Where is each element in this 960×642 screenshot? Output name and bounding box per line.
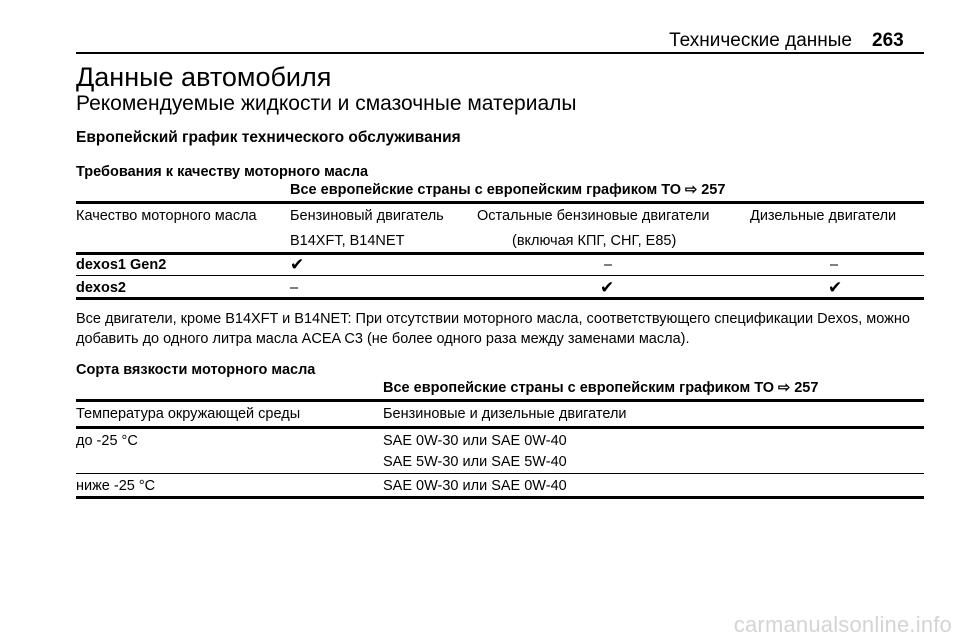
checkmark-icon: ✔ (828, 278, 843, 297)
dash-value: – (290, 280, 299, 296)
temperature-value: ниже -25 °C (76, 478, 156, 494)
column-header-other-petrol-engines: Остальные бензиновые двигатели (477, 208, 710, 224)
page-number: 263 (872, 30, 904, 51)
group-header-text: Все европейские страны с европейским графиком ТО (290, 182, 681, 198)
reference-page[interactable]: 257 (794, 380, 819, 396)
reference-page[interactable]: 257 (701, 182, 726, 198)
column-subheader-petrol-engine: B14XFT, B14NET (290, 233, 405, 249)
subsection-title: Рекомендуемые жидкости и смазочные материалы (76, 92, 577, 115)
oil-quality-note: Все двигатели, кроме B14XFT и B14NET: При отсутствии моторного масла, соответствующего спецификации Dexos, можно добавить до одного литра масла ACEA C3 (не более одного раза между заменами масла). (76, 311, 910, 347)
table-rule (76, 426, 924, 429)
section-title: Данные автомобиля (76, 62, 332, 92)
table-rule (76, 252, 924, 255)
column-header-petrol-engine: Бензиновый двигатель (290, 208, 444, 224)
oil-quality-heading: Требования к качеству моторного масла (76, 164, 369, 180)
column-header-oil-quality: Качество моторного масла (76, 208, 257, 224)
group-header-text: Все европейские страны с европейским графиком ТО (383, 380, 774, 396)
watermark: carmanualsonline.info (733, 612, 952, 637)
viscosity-heading: Сорта вязкости моторного масла (76, 362, 316, 378)
viscosity-grade: SAE 0W-30 или SAE 0W-40 (383, 433, 567, 449)
table-row-label: dexos2 (76, 280, 126, 296)
temperature-value: до -25 °C (76, 433, 138, 449)
table-row-divider (76, 275, 924, 276)
viscosity-grade: SAE 5W-30 или SAE 5W-40 (383, 454, 567, 470)
table-row-divider (76, 473, 924, 474)
column-subheader-other-petrol-engines: (включая КПГ, СНГ, E85) (512, 233, 677, 249)
column-header-diesel-engines: Дизельные двигатели (750, 208, 897, 224)
viscosity-grade: SAE 0W-30 или SAE 0W-40 (383, 478, 567, 494)
table-rule (76, 201, 924, 204)
column-header-ambient-temperature: Температура окружающей среды (76, 406, 301, 422)
column-header-engines: Бензиновые и дизельные двигатели (383, 406, 627, 422)
reference-arrow-icon: ⇨ (778, 380, 791, 396)
table-rule (76, 399, 924, 402)
viscosity-group-header (383, 380, 818, 396)
table-rule (76, 297, 924, 300)
reference-arrow-icon: ⇨ (685, 182, 698, 198)
header-divider (76, 52, 924, 54)
dash-value: – (830, 257, 839, 273)
schedule-title: Европейский график технического обслуживания (76, 129, 461, 146)
checkmark-icon: ✔ (600, 278, 615, 297)
oil-quality-group-header (290, 182, 725, 198)
checkmark-icon: ✔ (290, 255, 305, 274)
page-header-title: Технические данные (669, 30, 852, 51)
table-rule (76, 496, 924, 499)
table-row-label: dexos1 Gen2 (76, 257, 167, 273)
dash-value: – (604, 257, 613, 273)
